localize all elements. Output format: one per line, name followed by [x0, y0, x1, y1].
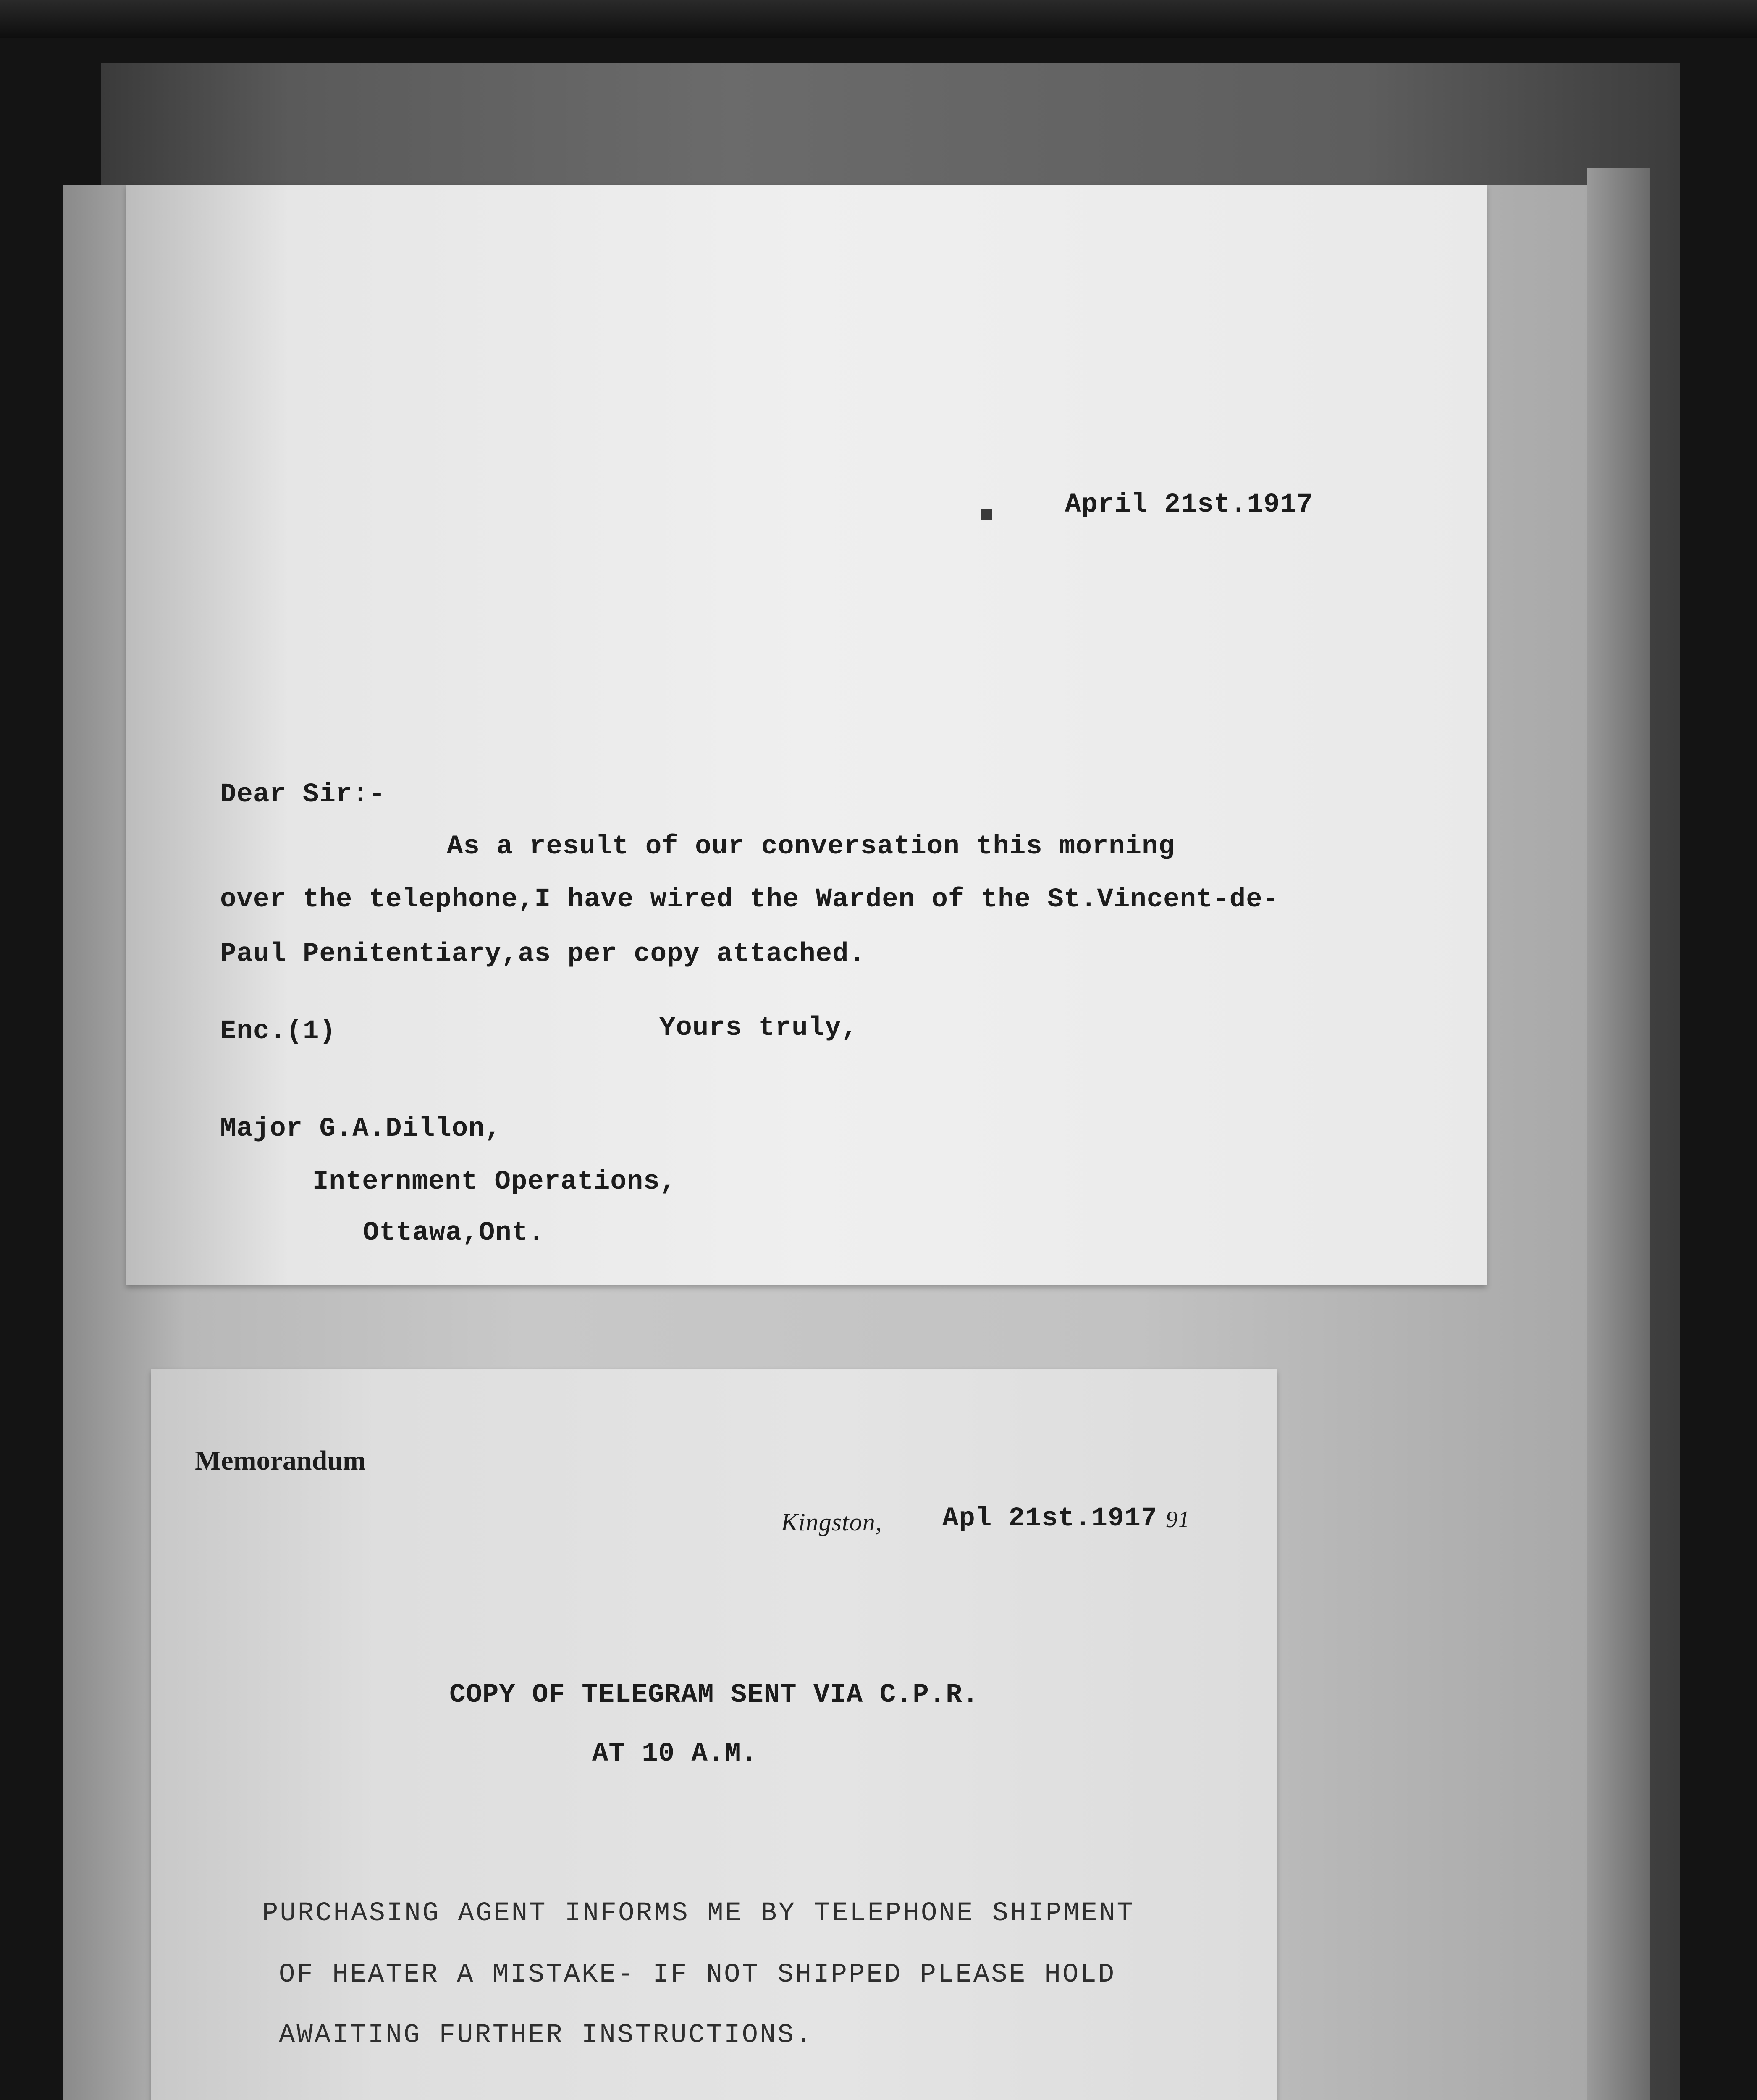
telegram-message-line-2: OF HEATER A MISTAKE- IF NOT SHIPPED PLEASE HOLD	[279, 1960, 1116, 1990]
memorandum-sheet	[151, 1369, 1277, 2100]
letter-body-line-1: As a result of our conversation this morning	[447, 832, 1175, 862]
telegram-title-line-2: AT 10 A.M.	[592, 1739, 758, 1769]
letter-body-line-3: Paul Penitentiary,as per copy attached.	[220, 939, 865, 969]
memo-date: Apl 21st.1917	[942, 1504, 1158, 1534]
memo-date-stamp-suffix: 91	[1166, 1507, 1190, 1533]
telegram-message-line-3: AWAITING FURTHER INSTRUCTIONS.	[279, 2020, 813, 2050]
recipient-office: Internment Operations,	[312, 1167, 677, 1197]
film-edge-top	[0, 0, 1757, 38]
memorandum-heading: Memorandum	[195, 1445, 366, 1476]
recipient-city: Ottawa,Ont.	[363, 1218, 545, 1248]
letter-date: April 21st.1917	[1065, 490, 1314, 520]
letter-sheet	[126, 185, 1487, 1285]
letter-salutation: Dear Sir:-	[220, 780, 386, 810]
recipient-name: Major G.A.Dillon,	[220, 1114, 501, 1144]
telegram-title-line-1: COPY OF TELEGRAM SENT VIA C.P.R.	[449, 1680, 979, 1710]
letter-body-line-2: over the telephone,I have wired the Warden of the St.Vincent-de-	[220, 885, 1279, 915]
telegram-message-line-1: PURCHASING AGENT INFORMS ME BY TELEPHONE SHIPMENT	[262, 1898, 1135, 1929]
page-edge-strip	[1587, 168, 1650, 2100]
memo-place: Kingston,	[781, 1508, 882, 1536]
small-square-mark	[981, 509, 992, 520]
letter-enclosure: Enc.(1)	[220, 1016, 336, 1047]
letter-closing: Yours truly,	[659, 1013, 858, 1043]
